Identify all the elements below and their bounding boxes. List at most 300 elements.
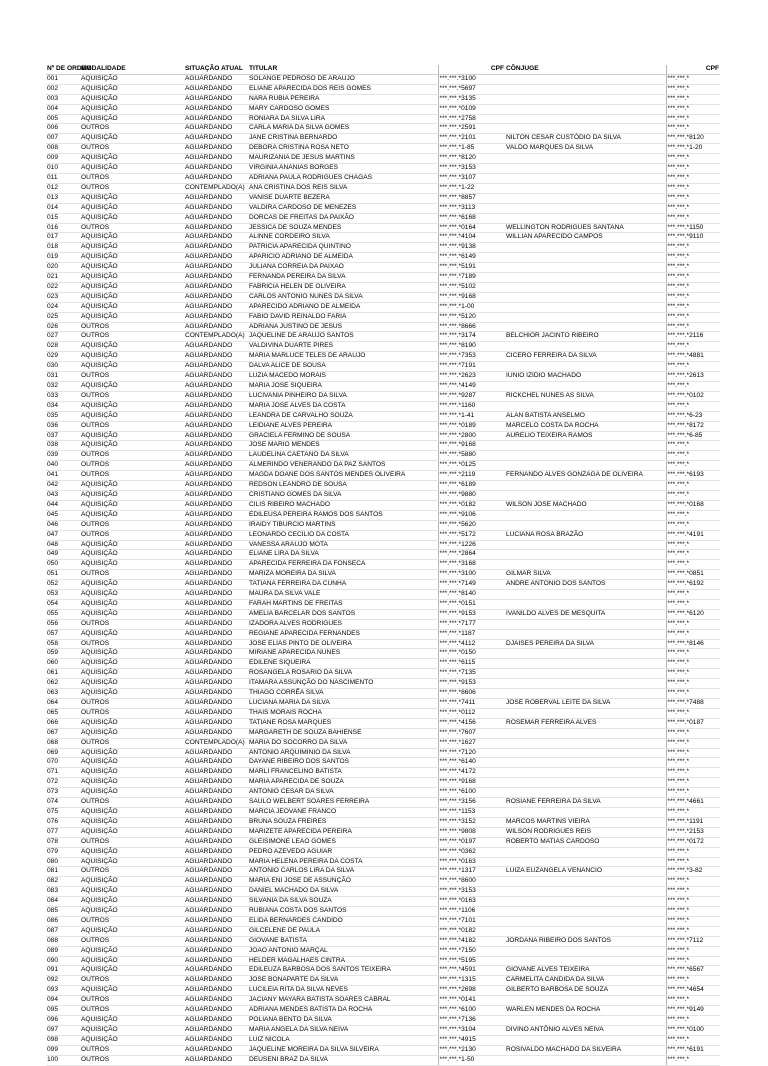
spouse-name-cell: [505, 540, 666, 550]
modality-cell: OUTROS: [80, 837, 184, 847]
table-row: [46, 173, 720, 183]
table-row: [46, 599, 720, 609]
table-row: [46, 322, 720, 332]
spouse-name-cell: [505, 669, 666, 679]
holder-name-cell: LAUDELINA CAETANO DA SILVA: [248, 451, 438, 461]
modality-cell: AQUISIÇÃO: [80, 590, 184, 600]
spouse-name-cell: WILSON JOSE MACHADO: [505, 500, 666, 510]
spouse-name-cell: [505, 193, 666, 203]
order-number-cell: 013: [46, 193, 80, 203]
modality-cell: AQUISIÇÃO: [80, 599, 184, 609]
spouse-name-cell: [505, 282, 666, 292]
order-number-cell: 006: [46, 124, 80, 134]
holder-name-cell: LUCIANA MARIA DA SILVA: [248, 699, 438, 709]
holder-cpf-cell: ***.***.*7607: [438, 728, 505, 738]
modality-cell: AQUISIÇÃO: [80, 669, 184, 679]
spouse-name-cell: [505, 887, 666, 897]
table-row: [46, 837, 720, 847]
status-cell: AGUARDANDO: [184, 758, 248, 768]
order-number-cell: 060: [46, 659, 80, 669]
holder-cpf-cell: ***.***.*2623: [438, 372, 505, 382]
spouse-cpf-cell: ***.***.*: [666, 490, 720, 500]
order-number-cell: 005: [46, 114, 80, 124]
holder-cpf-cell: ***.***.*5620: [438, 520, 505, 530]
modality-cell: AQUISIÇÃO: [80, 609, 184, 619]
modality-cell: AQUISIÇÃO: [80, 233, 184, 243]
table-row: [46, 827, 720, 837]
modality-cell: AQUISIÇÃO: [80, 342, 184, 352]
table-row: [46, 649, 720, 659]
holder-name-cell: TATIANE ROSA MARQUES: [248, 718, 438, 728]
spouse-name-cell: GILMAR SILVA: [505, 570, 666, 580]
spouse-name-cell: [505, 946, 666, 956]
spouse-cpf-cell: ***.***.*0187: [666, 718, 720, 728]
holder-cpf-cell: ***.***.*0197: [438, 837, 505, 847]
order-number-cell: 082: [46, 877, 80, 887]
modality-cell: AQUISIÇÃO: [80, 560, 184, 570]
table-row: [46, 124, 720, 134]
modality-cell: AQUISIÇÃO: [80, 213, 184, 223]
spouse-cpf-cell: ***.***.*: [666, 649, 720, 659]
modality-cell: AQUISIÇÃO: [80, 243, 184, 253]
spouse-name-cell: [505, 728, 666, 738]
order-number-cell: 075: [46, 807, 80, 817]
spouse-cpf-cell: ***.***.*6192: [666, 580, 720, 590]
holder-name-cell: DAYANE RIBEIRO DOS SANTOS: [248, 758, 438, 768]
spouse-name-cell: DIVINO ANTÔNIO ALVES NEIVA: [505, 1025, 666, 1035]
spouse-name-cell: [505, 253, 666, 263]
spouse-cpf-cell: ***.***.*: [666, 481, 720, 491]
table-row: [46, 282, 720, 292]
holder-cpf-cell: ***.***.*6189: [438, 481, 505, 491]
holder-name-cell: MARIA JOSE ALVES DA COSTA: [248, 401, 438, 411]
order-number-cell: 076: [46, 817, 80, 827]
table-row: [46, 956, 720, 966]
table-row: [46, 807, 720, 817]
holder-cpf-cell: ***.***.*3153: [438, 887, 505, 897]
spouse-cpf-cell: ***.***.*6567: [666, 966, 720, 976]
holder-name-cell: ELIDA BERNARDES CANDIDO: [248, 916, 438, 926]
order-number-cell: 099: [46, 1045, 80, 1055]
spouse-name-cell: [505, 263, 666, 273]
holder-cpf-cell: ***.***.*3168: [438, 560, 505, 570]
spouse-cpf-cell: ***.***.*0851: [666, 570, 720, 580]
spouse-cpf-cell: ***.***.*: [666, 550, 720, 560]
holder-name-cell: LUCIVANIA PINHEIRO DA SILVA: [248, 391, 438, 401]
spouse-name-cell: [505, 738, 666, 748]
status-cell: AGUARDANDO: [184, 164, 248, 174]
spouse-cpf-cell: ***.***.*: [666, 659, 720, 669]
table-row: [46, 401, 720, 411]
spouse-cpf-cell: ***.***.*: [666, 273, 720, 283]
spouse-cpf-cell: ***.***.*1150: [666, 223, 720, 233]
holder-name-cell: NARA RUBIA PEREIRA: [248, 94, 438, 104]
spouse-name-cell: [505, 124, 666, 134]
spouse-name-cell: [505, 619, 666, 629]
modality-cell: AQUISIÇÃO: [80, 263, 184, 273]
order-number-cell: 029: [46, 352, 80, 362]
spouse-name-cell: [505, 213, 666, 223]
spouse-cpf-cell: ***.***.*: [666, 788, 720, 798]
table-row: [46, 223, 720, 233]
holder-cpf-cell: ***.***.*1-00: [438, 302, 505, 312]
modality-cell: AQUISIÇÃO: [80, 481, 184, 491]
holder-cpf-cell: ***.***.*9168: [438, 441, 505, 451]
holder-cpf-cell: ***.***.*0189: [438, 421, 505, 431]
holder-name-cell: VANESSA ARAUJO MOTA: [248, 540, 438, 550]
modality-cell: OUTROS: [80, 421, 184, 431]
holder-name-cell: FABIO DAVID REINALDO FARIA: [248, 312, 438, 322]
order-number-cell: 070: [46, 758, 80, 768]
order-number-cell: 001: [46, 74, 80, 84]
modality-cell: OUTROS: [80, 461, 184, 471]
holder-name-cell: CARLA MARIA DA SILVA GOMES: [248, 124, 438, 134]
modality-cell: AQUISIÇÃO: [80, 659, 184, 669]
table-row: [46, 679, 720, 689]
spouse-cpf-cell: ***.***.*: [666, 768, 720, 778]
holder-cpf-cell: ***.***.*9808: [438, 827, 505, 837]
status-cell: AGUARDANDO: [184, 768, 248, 778]
table-row: [46, 94, 720, 104]
modality-cell: AQUISIÇÃO: [80, 500, 184, 510]
spouse-name-cell: JOSE ROBERVAL LEITE DA SILVA: [505, 699, 666, 709]
holder-name-cell: EDILEUZA BARBOSA DOS SANTOS TEIXEIRA: [248, 966, 438, 976]
holder-cpf-cell: ***.***.*0163: [438, 897, 505, 907]
spouse-name-cell: WILLIAN APARECIDO CAMPOS: [505, 233, 666, 243]
spouse-cpf-cell: ***.***.*: [666, 342, 720, 352]
order-number-cell: 085: [46, 907, 80, 917]
modality-cell: OUTROS: [80, 372, 184, 382]
table-row: [46, 728, 720, 738]
status-cell: AGUARDANDO: [184, 540, 248, 550]
modality-cell: AQUISIÇÃO: [80, 1035, 184, 1045]
modality-cell: OUTROS: [80, 570, 184, 580]
holder-cpf-cell: ***.***.*6168: [438, 213, 505, 223]
holder-name-cell: VIRGINIA ANANIAS BORGES: [248, 164, 438, 174]
holder-name-cell: GRACIELA FERMINO DE SOUSA: [248, 431, 438, 441]
table-row: [46, 500, 720, 510]
status-cell: AGUARDANDO: [184, 689, 248, 699]
table-row: [46, 213, 720, 223]
table-row: [46, 699, 720, 709]
table-row: [46, 550, 720, 560]
header-spouse-cpf: CPF: [666, 65, 720, 74]
order-number-cell: 072: [46, 778, 80, 788]
holder-name-cell: LEONARDO CECILIO DA COSTA: [248, 530, 438, 540]
order-number-cell: 025: [46, 312, 80, 322]
holder-name-cell: PEDRO AZEVEDO AGUIAR: [248, 847, 438, 857]
modality-cell: OUTROS: [80, 976, 184, 986]
spouse-cpf-cell: ***.***.*: [666, 124, 720, 134]
spouse-cpf-cell: ***.***.*: [666, 173, 720, 183]
holder-cpf-cell: ***.***.*3156: [438, 798, 505, 808]
table-row: [46, 263, 720, 273]
modality-cell: OUTROS: [80, 451, 184, 461]
holder-name-cell: MARY CARDOSO GOMES: [248, 104, 438, 114]
table-row: [46, 936, 720, 946]
spouse-cpf-cell: ***.***.*: [666, 282, 720, 292]
table-row: [46, 1035, 720, 1045]
order-number-cell: 018: [46, 243, 80, 253]
holder-cpf-cell: ***.***.*0164: [438, 223, 505, 233]
status-cell: AGUARDANDO: [184, 877, 248, 887]
spouse-cpf-cell: ***.***.*: [666, 629, 720, 639]
modality-cell: AQUISIÇÃO: [80, 104, 184, 114]
table-row: [46, 253, 720, 263]
spouse-name-cell: [505, 84, 666, 94]
order-number-cell: 034: [46, 401, 80, 411]
spouse-cpf-cell: ***.***.*: [666, 669, 720, 679]
holder-name-cell: APARICIO ADRIANO DE ALMEIDA: [248, 253, 438, 263]
order-number-cell: 087: [46, 926, 80, 936]
table-row: [46, 431, 720, 441]
table-row: [46, 758, 720, 768]
order-number-cell: 046: [46, 520, 80, 530]
status-cell: AGUARDANDO: [184, 599, 248, 609]
holder-cpf-cell: ***.***.*1315: [438, 976, 505, 986]
spouse-name-cell: [505, 481, 666, 491]
holder-name-cell: IRAIDY TIBURCIO MARTINS: [248, 520, 438, 530]
modality-cell: AQUISIÇÃO: [80, 986, 184, 996]
table-row: [46, 897, 720, 907]
status-cell: AGUARDANDO: [184, 1035, 248, 1045]
holder-cpf-cell: ***.***.*9880: [438, 490, 505, 500]
table-row: [46, 669, 720, 679]
modality-cell: OUTROS: [80, 223, 184, 233]
holder-cpf-cell: ***.***.*5172: [438, 530, 505, 540]
order-number-cell: 077: [46, 827, 80, 837]
holder-name-cell: MARIZA MOREIRA DA SILVA: [248, 570, 438, 580]
modality-cell: AQUISIÇÃO: [80, 550, 184, 560]
spouse-name-cell: [505, 273, 666, 283]
modality-cell: OUTROS: [80, 332, 184, 342]
holder-name-cell: ANTONIO CESAR DA SILVA: [248, 788, 438, 798]
modality-cell: AQUISIÇÃO: [80, 857, 184, 867]
spouse-name-cell: WILSON RODRIGUES REIS: [505, 827, 666, 837]
status-cell: AGUARDANDO: [184, 94, 248, 104]
modality-cell: AQUISIÇÃO: [80, 273, 184, 283]
table-row: [46, 490, 720, 500]
table-row: [46, 996, 720, 1006]
table-row: [46, 441, 720, 451]
spouse-cpf-cell: ***.***.*: [666, 996, 720, 1006]
spouse-cpf-cell: ***.***.*: [666, 1035, 720, 1045]
order-number-cell: 014: [46, 203, 80, 213]
spouse-name-cell: [505, 926, 666, 936]
order-number-cell: 036: [46, 421, 80, 431]
order-number-cell: 079: [46, 847, 80, 857]
holder-name-cell: ANA CRISTINA DOS REIS SILVA: [248, 183, 438, 193]
spouse-cpf-cell: ***.***.*2116: [666, 332, 720, 342]
spouse-cpf-cell: ***.***.*: [666, 84, 720, 94]
holder-cpf-cell: ***.***.*1-50: [438, 1055, 505, 1065]
table-row: [46, 916, 720, 926]
table-row: [46, 877, 720, 887]
modality-cell: AQUISIÇÃO: [80, 649, 184, 659]
holder-cpf-cell: ***.***.*5195: [438, 956, 505, 966]
spouse-cpf-cell: ***.***.*6-23: [666, 411, 720, 421]
spouse-cpf-cell: ***.***.*: [666, 94, 720, 104]
status-cell: AGUARDANDO: [184, 1006, 248, 1016]
order-number-cell: 039: [46, 451, 80, 461]
header-current-status: SITUAÇÃO ATUAL: [184, 65, 248, 74]
spouse-name-cell: [505, 788, 666, 798]
table-row: [46, 986, 720, 996]
spouse-cpf-cell: ***.***.*0100: [666, 1025, 720, 1035]
status-cell: AGUARDANDO: [184, 1055, 248, 1065]
spouse-name-cell: [505, 907, 666, 917]
holder-name-cell: TATIANA FERREIRA DA CUNHA: [248, 580, 438, 590]
spouse-cpf-cell: ***.***.*: [666, 560, 720, 570]
holder-cpf-cell: ***.***.*5120: [438, 312, 505, 322]
status-cell: AGUARDANDO: [184, 748, 248, 758]
order-number-cell: 047: [46, 530, 80, 540]
holder-cpf-cell: ***.***.*8857: [438, 193, 505, 203]
holder-name-cell: GILCELENE DE PAULA: [248, 926, 438, 936]
table-row: [46, 273, 720, 283]
status-cell: AGUARDANDO: [184, 570, 248, 580]
status-cell: AGUARDANDO: [184, 510, 248, 520]
holder-cpf-cell: ***.***.*2101: [438, 134, 505, 144]
spouse-cpf-cell: ***.***.*: [666, 946, 720, 956]
order-number-cell: 095: [46, 1006, 80, 1016]
status-cell: AGUARDANDO: [184, 193, 248, 203]
holder-name-cell: DANIEL MACHADO DA SILVA: [248, 887, 438, 897]
status-cell: AGUARDANDO: [184, 798, 248, 808]
order-number-cell: 063: [46, 689, 80, 699]
spouse-name-cell: [505, 183, 666, 193]
holder-cpf-cell: ***.***.*0362: [438, 847, 505, 857]
order-number-cell: 020: [46, 263, 80, 273]
holder-name-cell: AMELIA BARCELAR DOS SANTOS: [248, 609, 438, 619]
spouse-name-cell: [505, 401, 666, 411]
spouse-name-cell: [505, 173, 666, 183]
holder-cpf-cell: ***.***.*4156: [438, 718, 505, 728]
table-row: [46, 183, 720, 193]
order-number-cell: 097: [46, 1025, 80, 1035]
holder-cpf-cell: ***.***.*0112: [438, 708, 505, 718]
order-number-cell: 037: [46, 431, 80, 441]
status-cell: AGUARDANDO: [184, 609, 248, 619]
holder-cpf-cell: ***.***.*0141: [438, 996, 505, 1006]
spouse-cpf-cell: ***.***.*: [666, 590, 720, 600]
status-cell: AGUARDANDO: [184, 203, 248, 213]
order-number-cell: 062: [46, 679, 80, 689]
order-number-cell: 067: [46, 728, 80, 738]
table-row: [46, 164, 720, 174]
spouse-name-cell: [505, 877, 666, 887]
spouse-name-cell: [505, 996, 666, 1006]
holder-cpf-cell: ***.***.*0182: [438, 926, 505, 936]
modality-cell: AQUISIÇÃO: [80, 748, 184, 758]
table-row: [46, 689, 720, 699]
spouse-cpf-cell: ***.***.*: [666, 154, 720, 164]
modality-cell: AQUISIÇÃO: [80, 877, 184, 887]
holder-name-cell: GLEISIMONE LEAO GOMES: [248, 837, 438, 847]
modality-cell: AQUISIÇÃO: [80, 689, 184, 699]
spouse-name-cell: [505, 451, 666, 461]
holder-cpf-cell: ***.***.*1106: [438, 907, 505, 917]
spouse-name-cell: MARCELO COSTA DA ROCHA: [505, 421, 666, 431]
holder-name-cell: MAURA DA SILVA VALE: [248, 590, 438, 600]
holder-name-cell: ANTONIO ARQUIMINIO DA SILVA: [248, 748, 438, 758]
spouse-name-cell: [505, 382, 666, 392]
modality-cell: AQUISIÇÃO: [80, 897, 184, 907]
spouse-cpf-cell: ***.***.*: [666, 322, 720, 332]
modality-cell: AQUISIÇÃO: [80, 540, 184, 550]
status-cell: AGUARDANDO: [184, 1045, 248, 1055]
holder-cpf-cell: ***.***.*3153: [438, 164, 505, 174]
spouse-cpf-cell: ***.***.*: [666, 203, 720, 213]
holder-cpf-cell: ***.***.*4149: [438, 382, 505, 392]
modality-cell: AQUISIÇÃO: [80, 966, 184, 976]
modality-cell: AQUISIÇÃO: [80, 203, 184, 213]
holder-name-cell: RUBIANA COSTA DOS SANTOS: [248, 907, 438, 917]
spouse-cpf-cell: ***.***.*6-85: [666, 431, 720, 441]
holder-cpf-cell: ***.***.*4915: [438, 1035, 505, 1045]
header-modality: MODALIDADE: [80, 65, 184, 74]
status-cell: AGUARDANDO: [184, 213, 248, 223]
spouse-cpf-cell: ***.***.*: [666, 778, 720, 788]
holder-name-cell: EDILEUSA PEREIRA RAMOS DOS SANTOS: [248, 510, 438, 520]
status-cell: AGUARDANDO: [184, 114, 248, 124]
modality-cell: OUTROS: [80, 699, 184, 709]
modality-cell: AQUISIÇÃO: [80, 1025, 184, 1035]
status-cell: AGUARDANDO: [184, 144, 248, 154]
spouse-cpf-cell: ***.***.*: [666, 738, 720, 748]
status-cell: AGUARDANDO: [184, 500, 248, 510]
spouse-name-cell: ROSIVALDO MACHADO DA SILVEIRA: [505, 1045, 666, 1055]
spouse-name-cell: FERNANDO ALVES GONZAGA DE OLIVEIRA: [505, 471, 666, 481]
table-row: [46, 481, 720, 491]
table-row: [46, 74, 720, 84]
modality-cell: AQUISIÇÃO: [80, 282, 184, 292]
spouse-name-cell: [505, 590, 666, 600]
table-row: [46, 471, 720, 481]
spouse-name-cell: WELLINGTON RODRIGUES SANTANA: [505, 223, 666, 233]
modality-cell: OUTROS: [80, 322, 184, 332]
holder-cpf-cell: ***.***.*0125: [438, 461, 505, 471]
holder-name-cell: ADRIANA JUSTINO DE JESUS: [248, 322, 438, 332]
holder-cpf-cell: ***.***.*8120: [438, 154, 505, 164]
status-cell: AGUARDANDO: [184, 699, 248, 709]
table-row: [46, 847, 720, 857]
spouse-cpf-cell: ***.***.*0172: [666, 837, 720, 847]
holder-name-cell: DORCAS DE FREITAS DA PAIXÃO: [248, 213, 438, 223]
order-number-cell: 008: [46, 144, 80, 154]
holder-name-cell: CILIS RIBEIRO MACHADO: [248, 500, 438, 510]
status-cell: CONTEMPLADO(A): [184, 738, 248, 748]
spouse-name-cell: [505, 164, 666, 174]
order-number-cell: 069: [46, 748, 80, 758]
holder-cpf-cell: ***.***.*7120: [438, 748, 505, 758]
holder-name-cell: ALMERINDO VENERANDO DA PAZ SANTOS: [248, 461, 438, 471]
holder-cpf-cell: ***.***.*1-41: [438, 411, 505, 421]
holder-name-cell: BRUNA SOUZA FREIRES: [248, 817, 438, 827]
table-row: [46, 104, 720, 114]
spouse-name-cell: [505, 74, 666, 84]
status-cell: AGUARDANDO: [184, 520, 248, 530]
spouse-cpf-cell: ***.***.*7488: [666, 699, 720, 709]
modality-cell: AQUISIÇÃO: [80, 679, 184, 689]
status-cell: AGUARDANDO: [184, 490, 248, 500]
spouse-name-cell: JORDANA RIBEIRO DOS SANTOS: [505, 936, 666, 946]
order-number-cell: 057: [46, 629, 80, 639]
holder-cpf-cell: ***.***.*7177: [438, 619, 505, 629]
holder-name-cell: MARIA MARLUCE TELES DE ARAUJO: [248, 352, 438, 362]
modality-cell: OUTROS: [80, 124, 184, 134]
holder-cpf-cell: ***.***.*1627: [438, 738, 505, 748]
